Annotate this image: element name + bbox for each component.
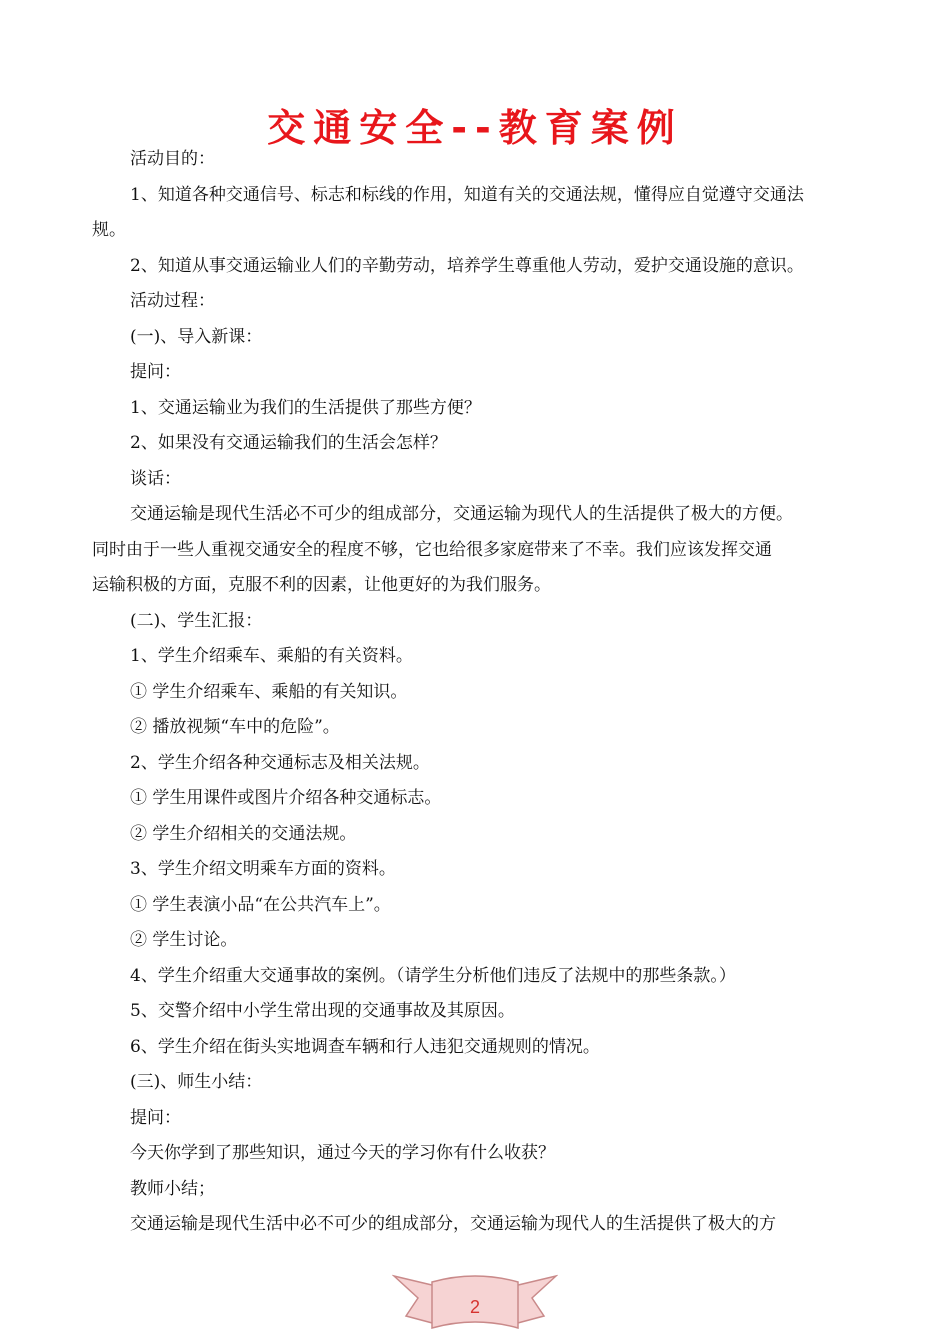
paragraph-line: ② 学生讨论。	[130, 930, 238, 950]
paragraph-line: 5、交警介绍中小学生常出现的交通事故及其原因。	[130, 1001, 515, 1021]
paragraph-line: 2、如果没有交通运输我们的生活会怎样？	[130, 433, 447, 453]
document-title: 交通安全--教育案例	[267, 106, 683, 150]
paragraph-line: 今天你学到了那些知识，通过今天的学习你有什么收获？	[130, 1143, 555, 1163]
page-footer	[392, 1268, 558, 1338]
paragraph-line: 同时由于一些人重视交通安全的程度不够，它也给很多家庭带来了不幸。我们应该发挥交通	[92, 539, 772, 560]
paragraph-line: ② 学生介绍相关的交通法规。	[130, 823, 357, 844]
paragraph-line: 活动过程：	[130, 291, 215, 311]
paragraph-line: 提问：	[130, 1107, 181, 1128]
paragraph-line: 教师小结；	[130, 1178, 215, 1199]
paragraph-line: ① 学生表演小品“在公共汽车上”。	[130, 894, 391, 915]
paragraph-line: ② 播放视频“车中的危险”。	[130, 717, 340, 737]
paragraph-line: ① 学生用课件或图片介绍各种交通标志。	[130, 788, 442, 808]
paragraph-line: 2、学生介绍各种交通标志及相关法规。	[130, 752, 430, 773]
paragraph-line: 1、学生介绍乘车、乘船的有关资料。	[130, 646, 413, 666]
paragraph-line: 活动目的：	[130, 149, 215, 169]
paragraph-line: 6、学生介绍在街头实地调查车辆和行人违犯交通规则的情况。	[130, 1036, 600, 1057]
page-number: 2	[469, 1297, 480, 1317]
paragraph-line: (二)、学生汇报：	[130, 610, 263, 631]
paragraph-line: 1、知道各种交通信号、标志和标线的作用，知道有关的交通法规，懂得应自觉遵守交通法	[130, 184, 804, 205]
paragraph-line: 交通运输是现代生活中必不可少的组成部分，交通运输为现代人的生活提供了极大的方	[130, 1214, 776, 1234]
paragraph-line: 谈话：	[130, 468, 181, 489]
paragraph-line: 运输积极的方面，克服不利的因素，让他更好的为我们服务。	[92, 575, 551, 595]
paragraph-line: ① 学生介绍乘车、乘船的有关知识。	[130, 681, 408, 702]
paragraph-line: 交通运输是现代生活必不可少的组成部分，交通运输为现代人的生活提供了极大的方便。	[130, 504, 793, 524]
paragraph-line: 4、学生介绍重大交通事故的案例。（请学生分析他们违反了法规中的那些条款。）	[130, 965, 736, 986]
paragraph-line: 2、知道从事交通运输业人们的辛勤劳动，培养学生尊重他人劳动，爱护交通设施的意识。	[130, 255, 804, 276]
paragraph-line: 提问：	[130, 362, 181, 382]
paragraph-line: 1、交通运输业为我们的生活提供了那些方便？	[130, 397, 481, 418]
document-body	[92, 142, 874, 1243]
paragraph-line: (一)、导入新课：	[130, 326, 263, 347]
paragraph-line: (三)、师生小结：	[130, 1072, 263, 1092]
paragraph-line: 3、学生介绍文明乘车方面的资料。	[130, 859, 396, 879]
paragraph-line: 规。	[92, 220, 126, 240]
